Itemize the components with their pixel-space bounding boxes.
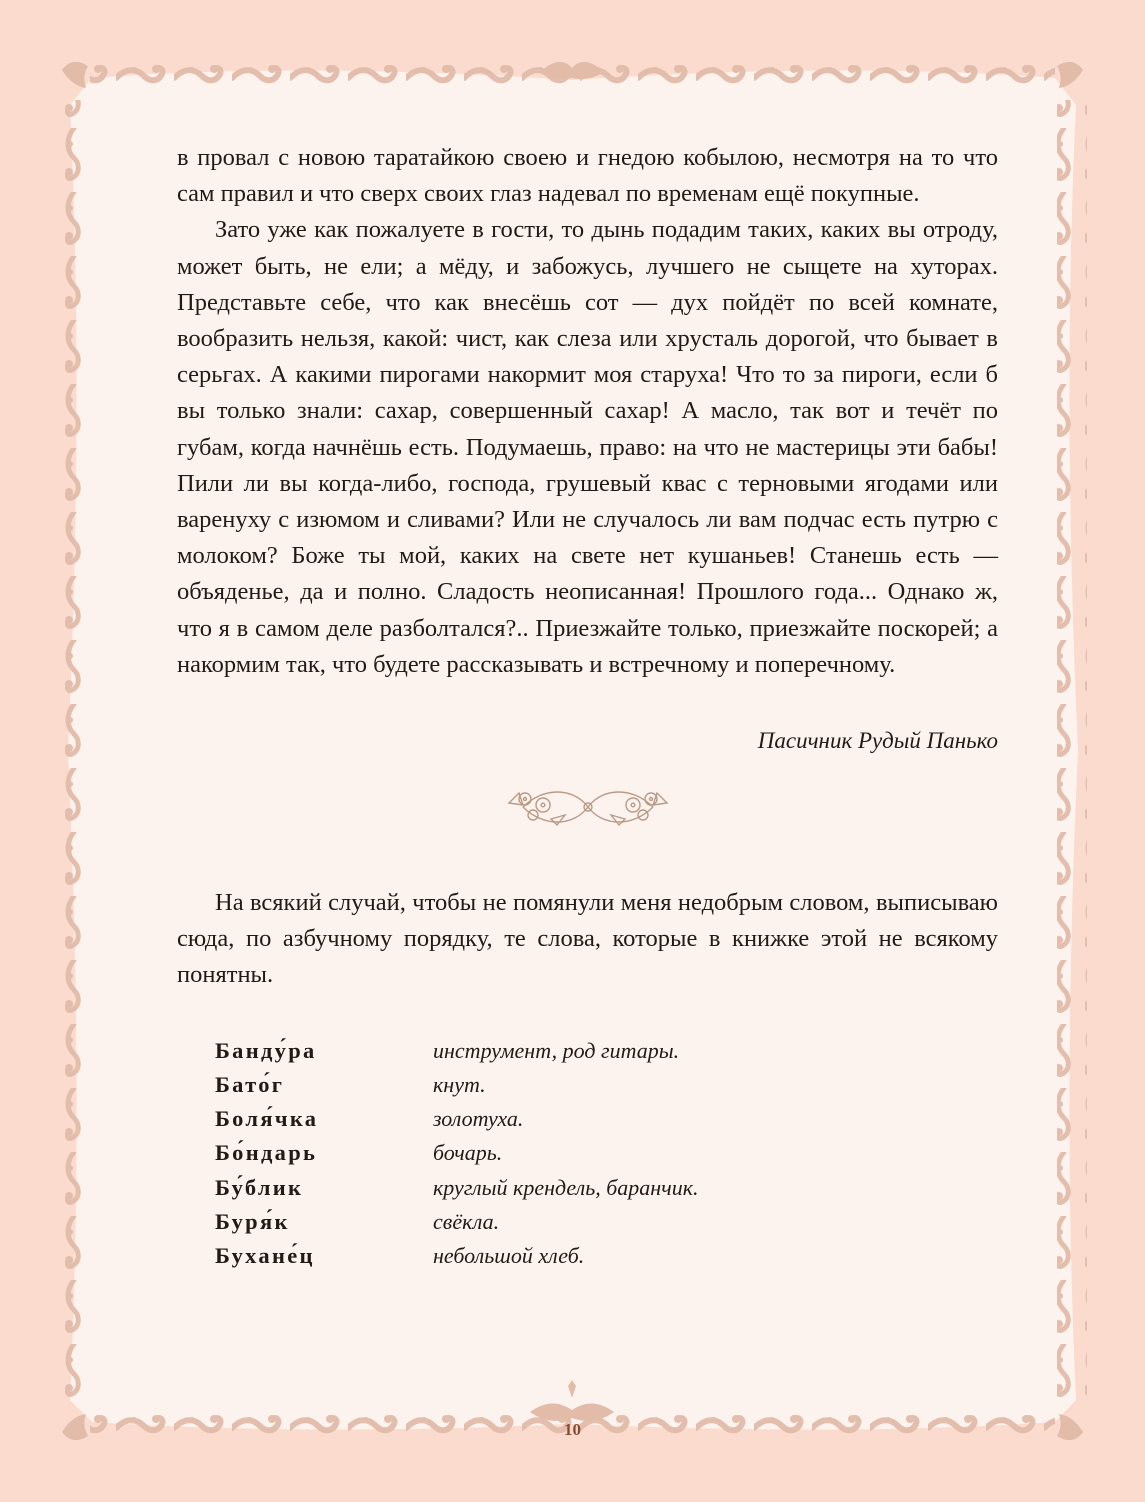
glossary-row bbox=[215, 1170, 699, 1204]
glossary-term: Банду́ра bbox=[215, 1037, 317, 1063]
glossary-definition: свёкла. bbox=[433, 1208, 500, 1234]
glossary-row bbox=[215, 1068, 699, 1102]
glossary-definition: небольшой хлеб. bbox=[433, 1242, 585, 1268]
glossary-table bbox=[215, 1034, 699, 1273]
page-content bbox=[177, 140, 998, 1273]
glossary-term: Бу́блик bbox=[215, 1174, 304, 1200]
glossary-definition: золотуха. bbox=[433, 1106, 524, 1132]
author-signature: Пасичник Рудый Панько bbox=[757, 728, 998, 754]
glossary-term: Бато́г bbox=[215, 1071, 285, 1097]
glossary-term: Буря́к bbox=[215, 1208, 290, 1234]
glossary-row bbox=[215, 1205, 699, 1239]
glossary-term: Боля́чка bbox=[215, 1106, 319, 1132]
page-number: 10 bbox=[564, 1420, 581, 1439]
glossary-definition: инструмент, род гитары. bbox=[433, 1037, 680, 1063]
body-paragraph-3: На всякий случай, чтобы не помянули меня недобрым словом, выписываю сюда, по азбучному порядку, те слова, которые в книжке этой не всякому понятны. bbox=[177, 889, 998, 989]
glossary-row bbox=[215, 1239, 699, 1273]
body-paragraph-1: в провал с новою таратайкою своею и гнедою кобылою, несмотря на то что сам правил и что сверх своих глаз надевал по временам ещё покупные. bbox=[177, 144, 998, 208]
glossary-definition: бочарь. bbox=[433, 1140, 503, 1166]
body-paragraph-2: Зато уже как пожалуете в гости, то дынь подадим таких, каких вы отроду, может быть, не ели; а мёду, и забожусь, лучшего не сыщете на хуторах. Представьте себе, что как внесёшь сот — дух пойдёт по всей комнате, вообразить нельзя, какой: чист, как слеза или хрусталь дорогой, что бывает в серьгах. А какими пирогами накормит моя старуха! Что то за пироги, если б вы только знали: сахар, совершенный сахар! А масло, так вот и течёт по губам, когда начнёшь есть. Подумаешь, право: на что не мастерицы эти бабы! Пили ли вы когда-либо, господа, грушевый квас с терновыми ягодами или варенуху с изюмом и сливами? Или не случалось ли вам подчас есть путрю с молоком? Боже ты мой, каких на свете нет кушаньев! Станешь есть — объяденье, да и полно. Сладость неописанная! Прошлого года... Однако ж, что я в самом деле разболтался?.. Приезжайте только, приезжайте поскорей; а накормим так, что будете рассказывать и встречному и поперечному. bbox=[177, 216, 998, 678]
glossary-row bbox=[215, 1102, 699, 1136]
glossary-definition: круглый крендель, баранчик. bbox=[433, 1174, 699, 1200]
floral-divider-icon bbox=[503, 779, 673, 835]
glossary-term: Бухане́ц bbox=[215, 1242, 315, 1268]
glossary-row bbox=[215, 1136, 699, 1170]
glossary-row bbox=[215, 1034, 699, 1068]
glossary-definition: кнут. bbox=[433, 1071, 486, 1097]
glossary-term: Бо́ндарь bbox=[215, 1140, 318, 1166]
